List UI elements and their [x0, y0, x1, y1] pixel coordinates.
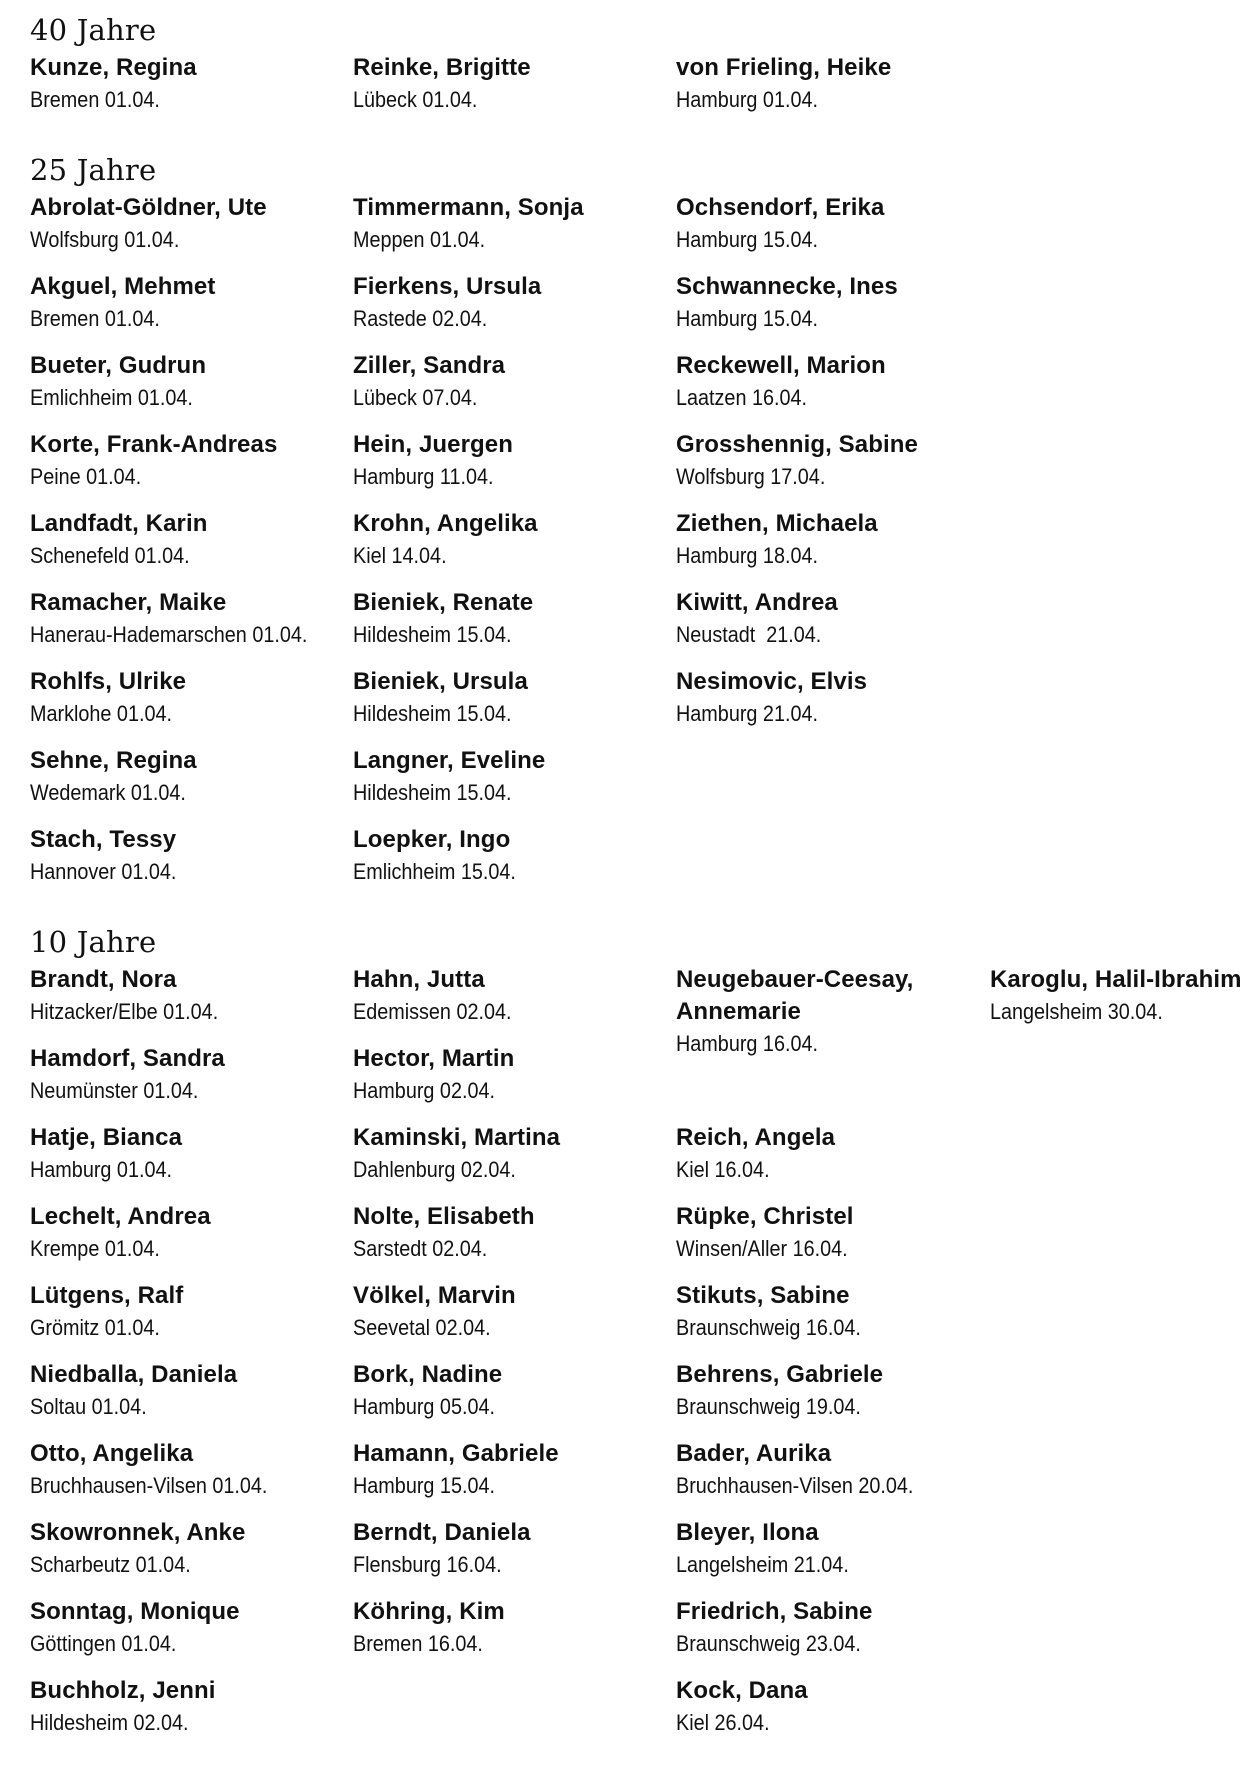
list-item — [30, 824, 353, 903]
place-date: Braunschweig 19.04. — [676, 1394, 861, 1419]
person-name: Bieniek, Ursula — [353, 668, 528, 695]
place-date: Bremen 01.04. — [30, 87, 160, 112]
place-date: Hamburg 05.04. — [353, 1394, 495, 1419]
place-date: Kiel 14.04. — [353, 543, 447, 568]
list-item — [676, 1438, 990, 1517]
person-name: Hector, Martin — [353, 1045, 515, 1072]
person-name: Bleyer, Ilona — [676, 1519, 819, 1546]
list-item — [676, 964, 990, 1122]
person-name: Timmermann, Sonja — [353, 194, 584, 221]
list-item — [676, 508, 990, 587]
person-name: Bieniek, Renate — [353, 589, 534, 616]
place-date: Rastede 02.04. — [353, 306, 488, 331]
place-date: Bruchhausen-Vilsen 01.04. — [30, 1473, 268, 1498]
list-item — [676, 52, 990, 131]
person-name: Kiwitt, Andrea — [676, 589, 838, 616]
place-date: Wolfsburg 01.04. — [30, 227, 180, 252]
person-name: Hamdorf, Sandra — [30, 1045, 225, 1072]
person-name: Ochsendorf, Erika — [676, 194, 885, 221]
person-name: Bader, Aurika — [676, 1440, 832, 1467]
place-date: Hildesheim 15.04. — [353, 780, 512, 805]
place-date: Lübeck 07.04. — [353, 385, 478, 410]
place-date: Bremen 01.04. — [30, 306, 160, 331]
place-date: Wolfsburg 17.04. — [676, 464, 826, 489]
person-name: Nolte, Elisabeth — [353, 1203, 535, 1230]
person-name: Skowronnek, Anke — [30, 1519, 246, 1546]
person-name: Hamann, Gabriele — [353, 1440, 559, 1467]
place-date: Flensburg 16.04. — [353, 1552, 502, 1577]
list-item — [30, 52, 353, 131]
person-name: Niedballa, Daniela — [30, 1361, 238, 1388]
list-item — [353, 745, 676, 824]
person-name: Behrens, Gabriele — [676, 1361, 884, 1388]
place-date: Neustadt 21.04. — [676, 622, 822, 647]
person-name: Nesimovic, Elvis — [676, 668, 868, 695]
list-item — [676, 1517, 990, 1596]
list-item — [30, 271, 353, 350]
list-item — [676, 1675, 990, 1754]
list-item — [676, 1122, 990, 1201]
person-name: Karoglu, Halil-Ibrahim — [990, 966, 1242, 993]
person-name: Otto, Angelika — [30, 1440, 194, 1467]
list-item — [353, 1280, 676, 1359]
list-item — [30, 192, 353, 271]
section-heading: 25 Jahre — [30, 153, 157, 187]
list-item — [676, 429, 990, 508]
section-10-jahre — [30, 925, 1242, 1735]
list-item — [30, 1122, 353, 1201]
list-item — [30, 666, 353, 745]
person-name: Köhring, Kim — [353, 1598, 505, 1625]
list-item — [353, 1122, 676, 1201]
person-name: Reich, Angela — [676, 1124, 836, 1151]
list-item — [353, 1201, 676, 1280]
person-name: Lechelt, Andrea — [30, 1203, 211, 1230]
person-name: Bueter, Gudrun — [30, 352, 207, 379]
place-date: Braunschweig 16.04. — [676, 1315, 861, 1340]
person-name: von Frieling, Heike — [676, 54, 892, 81]
place-date: Schenefeld 01.04. — [30, 543, 190, 568]
person-name: Kaminski, Martina — [353, 1124, 561, 1151]
place-date: Hildesheim 02.04. — [30, 1710, 189, 1735]
person-name: Berndt, Daniela — [353, 1519, 531, 1546]
list-item — [353, 587, 676, 666]
list-item — [353, 1043, 676, 1122]
person-name: Ziller, Sandra — [353, 352, 506, 379]
place-date: Hamburg 18.04. — [676, 543, 818, 568]
person-name: Langner, Eveline — [353, 747, 546, 774]
list-item — [676, 1359, 990, 1438]
list-item — [353, 429, 676, 508]
person-name: Neugebauer-Ceesay, Annemarie — [676, 966, 914, 1025]
list-item — [676, 666, 990, 745]
person-name: Hahn, Jutta — [353, 966, 485, 993]
place-date: Laatzen 16.04. — [676, 385, 808, 410]
list-item — [30, 587, 353, 666]
list-item — [30, 1675, 353, 1754]
person-name: Friedrich, Sabine — [676, 1598, 873, 1625]
place-date: Hamburg 15.04. — [676, 306, 818, 331]
place-date: Peine 01.04. — [30, 464, 142, 489]
person-name: Grosshennig, Sabine — [676, 431, 918, 458]
place-date: Hildesheim 15.04. — [353, 622, 512, 647]
place-date: Hamburg 15.04. — [676, 227, 818, 252]
place-date: Bruchhausen-Vilsen 20.04. — [676, 1473, 914, 1498]
place-date: Neumünster 01.04. — [30, 1078, 199, 1103]
place-date: Dahlenburg 02.04. — [353, 1157, 516, 1182]
place-date: Göttingen 01.04. — [30, 1631, 177, 1656]
person-name: Stach, Tessy — [30, 826, 177, 853]
place-date: Hamburg 01.04. — [676, 87, 818, 112]
list-item — [676, 271, 990, 350]
person-name: Kunze, Regina — [30, 54, 197, 81]
place-date: Hitzacker/Elbe 01.04. — [30, 999, 219, 1024]
list-item — [30, 745, 353, 824]
section-heading: 10 Jahre — [30, 925, 157, 959]
place-date: Bremen 16.04. — [353, 1631, 483, 1656]
place-date: Langelsheim 30.04. — [990, 999, 1163, 1024]
place-date: Hildesheim 15.04. — [353, 701, 512, 726]
list-item — [30, 1043, 353, 1122]
list-item — [353, 52, 676, 131]
list-item — [676, 1201, 990, 1280]
person-name: Ramacher, Maike — [30, 589, 227, 616]
person-name: Krohn, Angelika — [353, 510, 538, 537]
list-item — [30, 508, 353, 587]
list-item — [353, 1359, 676, 1438]
entry-grid — [30, 52, 990, 131]
list-item — [30, 429, 353, 508]
place-date: Kiel 26.04. — [676, 1710, 770, 1735]
place-date: Kiel 16.04. — [676, 1157, 770, 1182]
place-date: Sarstedt 02.04. — [353, 1236, 488, 1261]
list-item — [676, 587, 990, 666]
place-date: Hanerau-Hademarschen 01.04. — [30, 622, 308, 647]
entry-grid — [30, 192, 990, 903]
list-item — [353, 1596, 676, 1675]
place-date: Hamburg 21.04. — [676, 701, 818, 726]
person-name: Reckewell, Marion — [676, 352, 886, 379]
entry-grid — [30, 964, 1242, 1754]
person-name: Hatje, Bianca — [30, 1124, 183, 1151]
person-name: Stikuts, Sabine — [676, 1282, 850, 1309]
place-date: Braunschweig 23.04. — [676, 1631, 861, 1656]
person-name: Reinke, Brigitte — [353, 54, 531, 81]
person-name: Rüpke, Christel — [676, 1203, 854, 1230]
list-item — [353, 192, 676, 271]
person-name: Loepker, Ingo — [353, 826, 511, 853]
list-item — [353, 271, 676, 350]
person-name: Fierkens, Ursula — [353, 273, 542, 300]
list-item — [30, 1438, 353, 1517]
person-name: Akguel, Mehmet — [30, 273, 216, 300]
place-date: Emlichheim 01.04. — [30, 385, 193, 410]
place-date: Hamburg 01.04. — [30, 1157, 172, 1182]
list-item — [30, 1596, 353, 1675]
place-date: Krempe 01.04. — [30, 1236, 160, 1261]
list-item — [353, 1438, 676, 1517]
person-name: Landfadt, Karin — [30, 510, 208, 537]
section-40-jahre — [30, 13, 990, 112]
place-date: Seevetal 02.04. — [353, 1315, 491, 1340]
person-name: Bork, Nadine — [353, 1361, 503, 1388]
list-item — [353, 1517, 676, 1596]
list-item — [353, 964, 676, 1043]
person-name: Ziethen, Michaela — [676, 510, 878, 537]
person-name: Rohlfs, Ulrike — [30, 668, 187, 695]
section-25-jahre — [30, 153, 990, 884]
list-item — [30, 1359, 353, 1438]
list-item — [30, 1280, 353, 1359]
place-date: Wedemark 01.04. — [30, 780, 186, 805]
person-name: Kock, Dana — [676, 1677, 808, 1704]
list-item — [30, 1517, 353, 1596]
person-name: Lütgens, Ralf — [30, 1282, 184, 1309]
list-item — [353, 350, 676, 429]
place-date: Scharbeutz 01.04. — [30, 1552, 191, 1577]
person-name: Hein, Juergen — [353, 431, 514, 458]
list-item — [30, 964, 353, 1043]
person-name: Brandt, Nora — [30, 966, 177, 993]
place-date: Marklohe 01.04. — [30, 701, 172, 726]
place-date: Soltau 01.04. — [30, 1394, 147, 1419]
person-name: Schwannecke, Ines — [676, 273, 898, 300]
place-date: Meppen 01.04. — [353, 227, 486, 252]
place-date: Edemissen 02.04. — [353, 999, 512, 1024]
person-name: Sehne, Regina — [30, 747, 197, 774]
place-date: Hamburg 15.04. — [353, 1473, 495, 1498]
list-item — [353, 508, 676, 587]
place-date: Lübeck 01.04. — [353, 87, 478, 112]
person-name: Buchholz, Jenni — [30, 1677, 216, 1704]
place-date: Hannover 01.04. — [30, 859, 177, 884]
place-date: Hamburg 02.04. — [353, 1078, 495, 1103]
list-item — [30, 1201, 353, 1280]
section-heading: 40 Jahre — [30, 13, 157, 47]
list-item — [990, 964, 1242, 1043]
list-item — [676, 1280, 990, 1359]
place-date: Hamburg 16.04. — [676, 1031, 818, 1056]
list-item — [676, 192, 990, 271]
person-name: Abrolat-Göldner, Ute — [30, 194, 267, 221]
list-item — [353, 824, 676, 903]
place-date: Winsen/Aller 16.04. — [676, 1236, 848, 1261]
list-item — [676, 350, 990, 429]
person-name: Korte, Frank-Andreas — [30, 431, 278, 458]
list-item — [676, 1596, 990, 1675]
person-name: Völkel, Marvin — [353, 1282, 516, 1309]
list-item — [353, 666, 676, 745]
place-date: Langelsheim 21.04. — [676, 1552, 849, 1577]
list-item — [30, 350, 353, 429]
place-date: Emlichheim 15.04. — [353, 859, 516, 884]
place-date: Grömitz 01.04. — [30, 1315, 160, 1340]
person-name: Sonntag, Monique — [30, 1598, 240, 1625]
place-date: Hamburg 11.04. — [353, 464, 494, 489]
